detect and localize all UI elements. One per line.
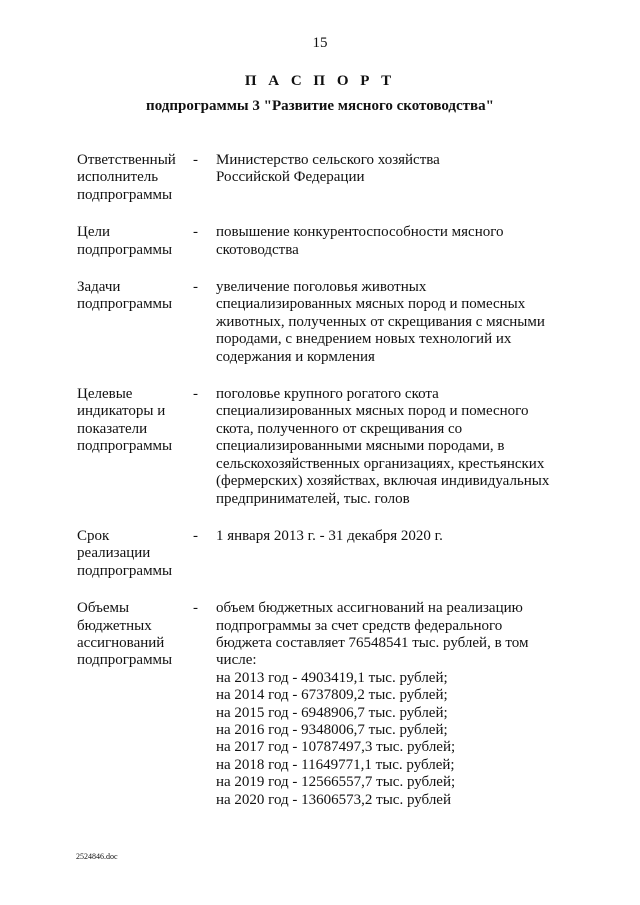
value-line: на 2020 год - 13606573,2 тыс. рублей xyxy=(216,791,451,808)
label-line: подпрограммы xyxy=(77,438,173,455)
value-line: бюджета составляет 76548541 тыс. рублей, в том xyxy=(216,634,529,651)
document-subtitle: подпрограммы 3 "Развитие мясного скотоводства" xyxy=(146,98,494,114)
file-name-footer: 2524846.doc xyxy=(76,852,118,861)
value-line: (фермерских) хозяйствах, включая индивидуальных xyxy=(216,473,550,490)
value-line: специализированными мясными породами, в xyxy=(216,438,505,455)
label-line: подпрограммы xyxy=(77,652,173,669)
value-line: объем бюджетных ассигнований на реализацию xyxy=(216,600,523,617)
value-line: животных, полученных от скрещивания с мясными xyxy=(216,313,545,330)
label-line: Цели xyxy=(77,224,111,241)
separator-dash: - xyxy=(193,279,198,296)
value-line: на 2018 год - 11649771,1 тыс. рублей; xyxy=(216,756,455,773)
label-line: подпрограммы xyxy=(77,296,173,313)
value-line: на 2014 год - 6737809,2 тыс. рублей; xyxy=(216,687,448,704)
value-line: скотоводства xyxy=(216,241,299,258)
passport-row xyxy=(77,224,597,259)
value-line: Российской Федерации xyxy=(216,169,365,186)
passport-row xyxy=(77,152,597,204)
passport-row-value xyxy=(216,152,597,204)
separator-dash: - xyxy=(193,600,198,617)
document-title: П А С П О Р Т xyxy=(244,73,396,89)
value-line: на 2013 год - 4903419,1 тыс. рублей; xyxy=(216,669,448,686)
label-line: Срок xyxy=(77,527,110,544)
value-line: сельскохозяйственных организациях, крестьянских xyxy=(216,455,545,472)
value-line: поголовье крупного рогатого скота xyxy=(216,386,439,403)
label-line: ассигнований xyxy=(77,634,165,651)
passport-row-value xyxy=(216,528,597,580)
passport-row xyxy=(77,600,597,809)
label-line: исполнитель xyxy=(77,169,159,186)
passport-row-value xyxy=(216,224,597,259)
label-line: бюджетных xyxy=(77,617,152,634)
value-line: предпринимателей, тыс. голов xyxy=(216,490,410,507)
label-line: индикаторы и xyxy=(77,403,166,420)
separator-dash: - xyxy=(193,386,198,403)
passport-row-label xyxy=(77,600,193,809)
passport-row-label xyxy=(77,224,193,259)
passport-row-label xyxy=(77,528,193,580)
passport-row-value xyxy=(216,386,597,508)
label-line: Объемы xyxy=(77,600,130,617)
value-line: содержания и кормления xyxy=(216,348,375,365)
value-line: породами, с внедрением новых технологий их xyxy=(216,331,512,348)
passport-row xyxy=(77,528,597,580)
passport-row xyxy=(77,279,597,366)
passport-row xyxy=(77,386,597,508)
passport-row-value xyxy=(216,600,597,809)
passport-table xyxy=(77,152,597,829)
value-line: подпрограммы за счет средств федерального xyxy=(216,617,503,634)
label-line: подпрограммы xyxy=(77,562,173,579)
label-line: подпрограммы xyxy=(77,186,173,203)
label-line: показатели xyxy=(77,420,148,437)
value-line: на 2015 год - 6948906,7 тыс. рублей; xyxy=(216,704,448,721)
value-line: Министерство сельского хозяйства xyxy=(216,152,440,168)
label-line: Ответственный xyxy=(77,152,176,168)
value-line: специализированных мясных пород и помесных xyxy=(216,296,526,313)
passport-row-label xyxy=(77,152,193,204)
page-number: 15 xyxy=(312,35,328,51)
value-line: числе: xyxy=(216,652,257,669)
label-line: Задачи xyxy=(77,279,121,296)
passport-row-label xyxy=(77,386,193,508)
passport-row-label xyxy=(77,279,193,366)
label-line: подпрограммы xyxy=(77,241,173,258)
value-line: 1 января 2013 г. - 31 декабря 2020 г. xyxy=(216,527,443,544)
value-line: скота, полученного от скрещивания со xyxy=(216,420,463,437)
separator-dash: - xyxy=(193,224,198,241)
value-line: на 2019 год - 12566557,7 тыс. рублей; xyxy=(216,774,456,791)
value-line: увеличение поголовья животных xyxy=(216,279,427,296)
separator-dash: - xyxy=(193,527,198,544)
separator-dash: - xyxy=(193,152,198,168)
value-line: повышение конкурентоспособности мясного xyxy=(216,224,504,241)
value-line: на 2017 год - 10787497,3 тыс. рублей; xyxy=(216,739,456,756)
passport-row-value xyxy=(216,279,597,366)
value-line: на 2016 год - 9348006,7 тыс. рублей; xyxy=(216,721,448,738)
label-line: реализации xyxy=(77,545,151,562)
label-line: Целевые xyxy=(77,386,133,403)
value-line: специализированных мясных пород и помесного xyxy=(216,403,529,420)
